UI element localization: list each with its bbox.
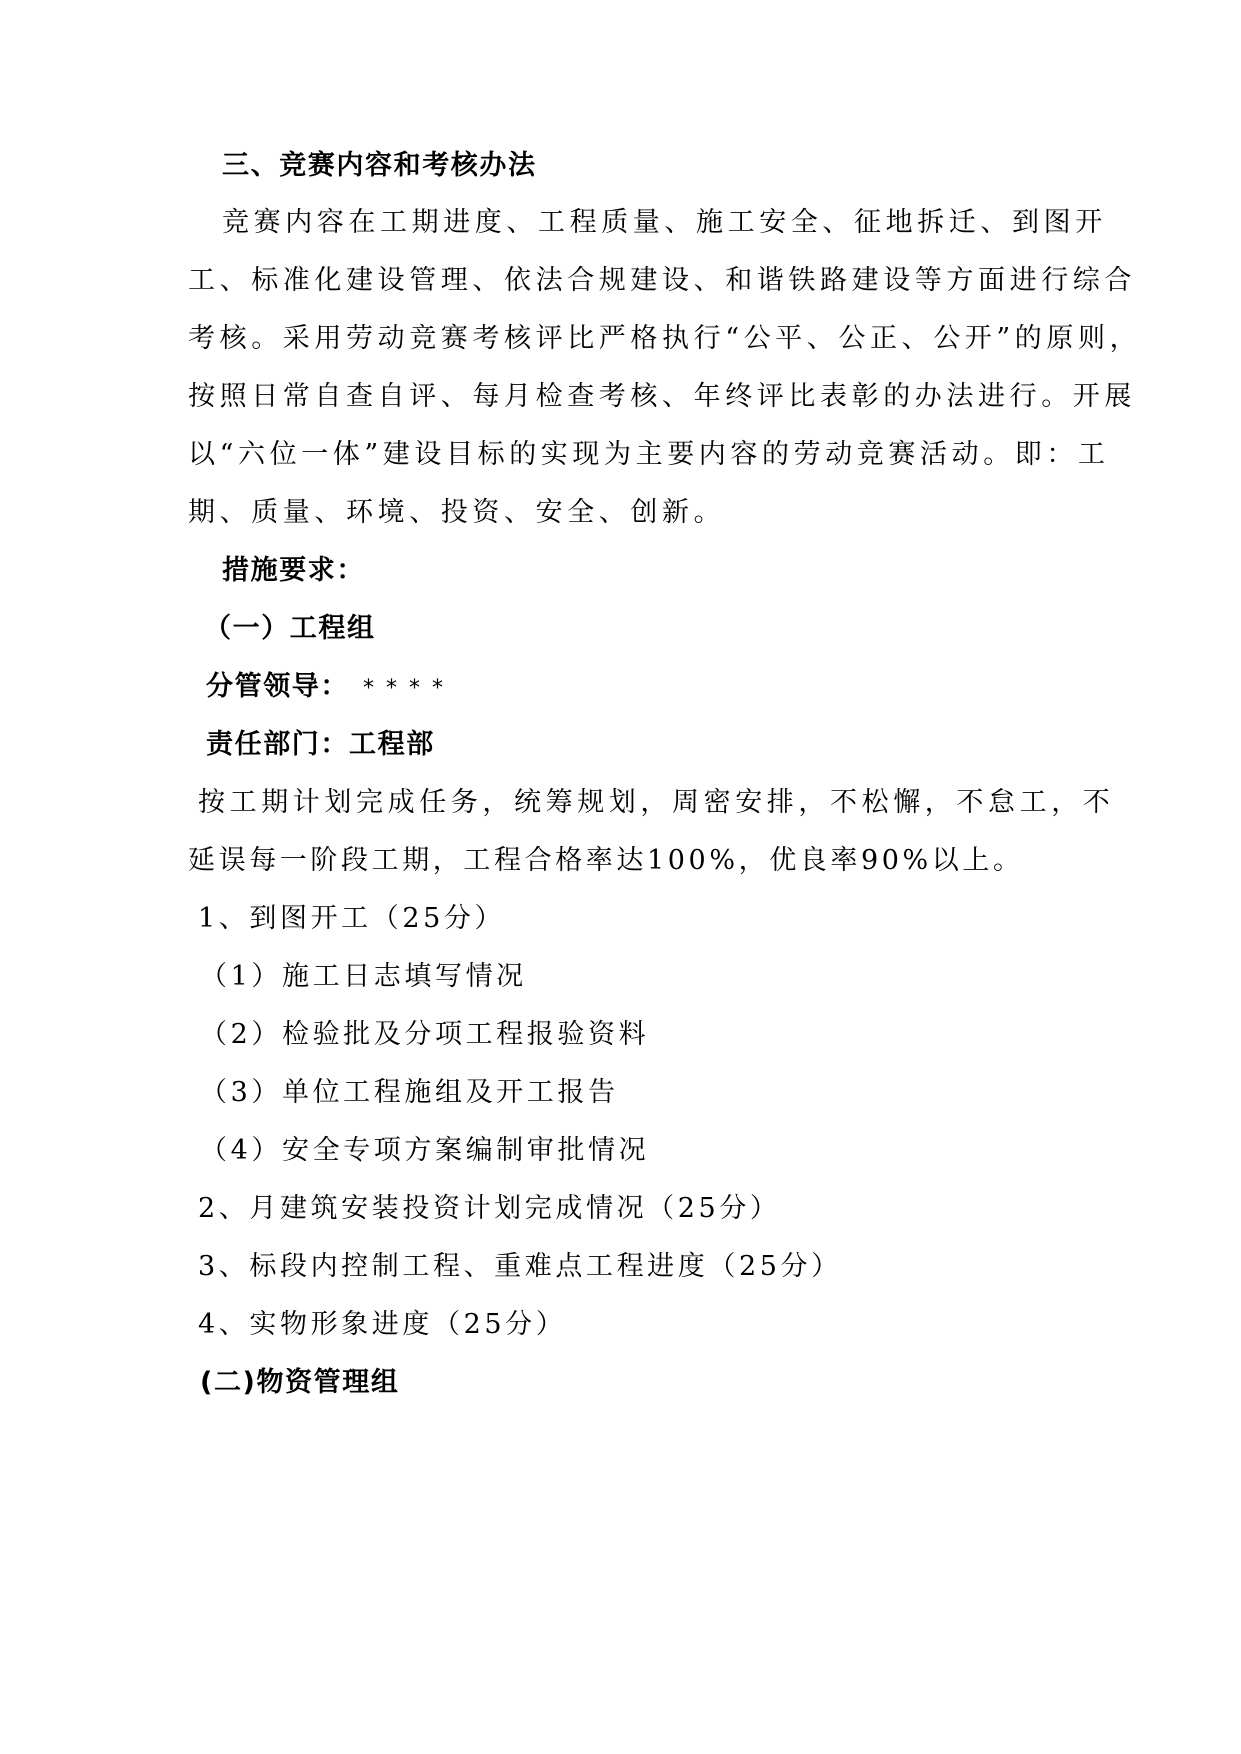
paragraph-line: 期、质量、环境、投资、安全、创新。: [188, 497, 726, 528]
paragraph-line: 竞赛内容在工期进度、工程质量、施工安全、征地拆迁、到图开: [222, 207, 1107, 238]
group1-desc-line: 按工期计划完成任务，统筹规划，周密安排，不松懈，不怠工，不: [198, 787, 1115, 818]
list-item: 2、月建筑安装投资计划完成情况（25分）: [198, 1193, 781, 1224]
group2-title: (二)物资管理组: [200, 1367, 400, 1398]
dept-row: [206, 725, 435, 765]
group1-title: （一）工程组: [204, 613, 376, 644]
dept-label: 责任部门：: [206, 729, 349, 760]
list-item: 3、标段内控制工程、重难点工程进度（25分）: [198, 1251, 842, 1282]
list-item: （1）施工日志填写情况: [200, 961, 527, 992]
group1-desc-line: 延误每一阶段工期，工程合格率达100%，优良率90%以上。: [188, 845, 1024, 876]
list-item: 4、实物形象进度（25分）: [198, 1309, 567, 1340]
list-item: （4）安全专项方案编制审批情况: [200, 1135, 650, 1166]
paragraph-line: 考核。采用劳动竞赛考核评比严格执行“公平、公正、公开”的原则，: [188, 323, 1142, 354]
list-item: （2）检验批及分项工程报验资料: [200, 1019, 650, 1050]
leader-label: 分管领导：: [206, 671, 349, 702]
dept-value: 工程部: [349, 729, 435, 760]
section-heading: 三、竞赛内容和考核办法: [222, 150, 537, 181]
paragraph-line: 工、标准化建设管理、依法合规建设、和谐铁路建设等方面进行综合: [188, 265, 1136, 296]
list-item: （3）单位工程施组及开工报告: [200, 1077, 619, 1108]
leader-row: [206, 667, 455, 709]
paragraph-line: 以“六位一体”建设目标的实现为主要内容的劳动竞赛活动。即：工: [188, 439, 1110, 470]
measures-heading: 措施要求：: [222, 555, 365, 586]
paragraph-line: 按照日常自查自评、每月检查考核、年终评比表彰的办法进行。开展: [188, 381, 1136, 412]
list-item: 1、到图开工（25分）: [198, 903, 506, 934]
leader-value: ****: [363, 676, 455, 701]
